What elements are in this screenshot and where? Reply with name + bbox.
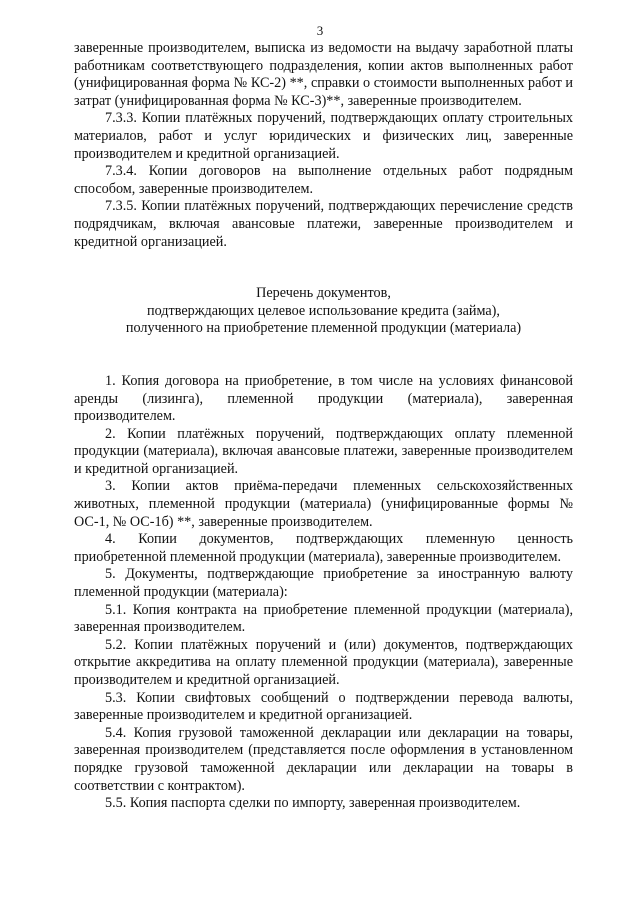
section-title-line-2: подтверждающих целевое использование кредита (займа), — [147, 302, 500, 319]
list-item-3: 3. Копии актов приёма-передачи племенных сельскохозяйственных животных, племенной продукции (материала) (унифицированные формы № ОС-1, № ОС-1б) **, заверенные производителем. — [74, 478, 573, 530]
list-item-1: 1. Копия договора на приобретение, в том числе на условиях финансовой аренды (лизинга), племенной продукции (материала), заверенная производителем. — [74, 372, 573, 425]
paragraph-7-3-2-continuation: заверенные производителем, выписка из ведомости на выдачу заработной платы работникам соответствующего подразделения, копии актов выполненных работ (унифицированная форма № КС-2) **, справки о стоимости выполненных работ и затрат (унифицированная форма № КС-3)**, заверенные производителем. — [74, 40, 573, 109]
list-item-5-3: 5.3. Копии свифтовых сообщений о подтверждении перевода валюты, заверенные производителем и кредитной организацией. — [74, 689, 573, 724]
document-body — [74, 40, 573, 813]
list-item-5-5: 5.5. Копия паспорта сделки по импорту, заверенная производителем. — [105, 795, 521, 812]
list-item-2: 2. Копии платёжных поручений, подтверждающих оплату племенной продукции (материала), включая авансовые платежи, заверенные производителем и кредитной организацией. — [74, 425, 573, 477]
section-title-line-1: Перечень документов, — [256, 285, 391, 302]
paragraph-7-3-5: 7.3.5. Копии платёжных поручений, подтверждающих перечисление средств подрядчикам, включая авансовые платежи, заверенные производителем и кредитной организацией. — [74, 198, 573, 250]
page-number: 3 — [316, 23, 324, 38]
section-title — [74, 285, 573, 338]
list-item-5: 5. Документы, подтверждающие приобретение за иностранную валюту племенной продукции (материала): — [74, 566, 573, 601]
paragraph-7-3-4: 7.3.4. Копии договоров на выполнение отдельных работ подрядным способом, заверенные производителем. — [74, 163, 573, 197]
document-list — [74, 373, 573, 813]
section-7-3-continuation — [74, 40, 573, 251]
list-item-5-4: 5.4. Копия грузовой таможенной декларации или декларации на товары, заверенная производителем (представляется после оформления в установленном порядке грузовой таможенной декларации или декларации на товары в соответствии с контрактом). — [74, 724, 573, 794]
list-item-4: 4. Копии документов, подтверждающих племенную ценность приобретенной племенной продукции (материала), заверенные производителем. — [74, 531, 573, 565]
paragraph-7-3-3: 7.3.3. Копии платёжных поручений, подтверждающих оплату строительных материалов, работ и услуг юридических и физических лиц, заверенные производителем и кредитной организацией. — [74, 110, 573, 162]
list-item-5-1: 5.1. Копия контракта на приобретение племенной продукции (материала), заверенная производителем. — [74, 601, 573, 636]
list-item-5-2: 5.2. Копии платёжных поручений и (или) документов, подтверждающих открытие аккредитива на оплату племенной продукции (материала), заверенные производителем и кредитной организацией. — [74, 636, 573, 688]
section-title-line-3: полученного на приобретение племенной продукции (материала) — [125, 320, 522, 337]
